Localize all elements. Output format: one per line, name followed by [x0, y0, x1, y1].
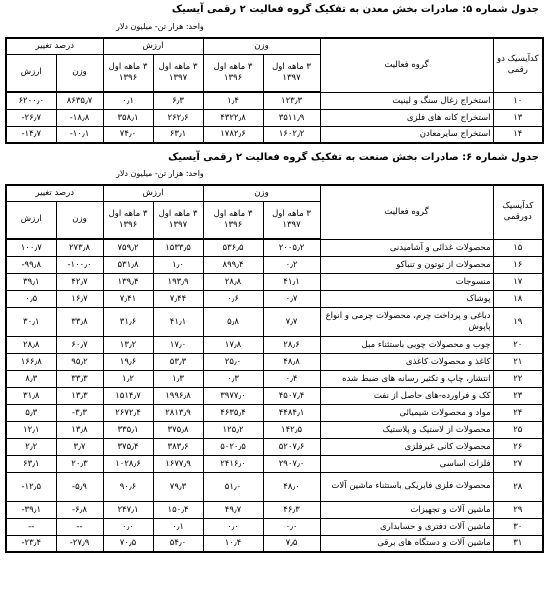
- cell-cw: ۳٫۷: [56, 438, 103, 455]
- cell-v96: ۱۹٫۶: [103, 353, 153, 370]
- table5-header-v1397: ۳ ماهه اول ۱۳۹۷: [153, 54, 203, 92]
- cell-name: مواد و محصولات شیمیائی: [320, 404, 493, 421]
- cell-v96: ۳۷۵٫۴: [103, 438, 153, 455]
- cell-name: کاغذ و محصولات کاغذی: [320, 353, 493, 370]
- table-row: [6, 455, 543, 472]
- cell-v97: ۲۶۲٫۶: [153, 109, 203, 126]
- cell-name: چوب و محصولات چوبی باستثناء مبل: [320, 336, 493, 353]
- cell-name: منسوجات: [320, 273, 493, 290]
- cell-w97: ۷٫۵: [263, 535, 320, 552]
- cell-w96: ۳۹۷۷٫۰: [203, 387, 263, 404]
- cell-cv: ۲۸٫۸: [6, 336, 56, 353]
- cell-cw: -۲۷٫۹: [56, 535, 103, 552]
- cell-v97: ۶٫۳: [153, 92, 203, 109]
- table5-header-change: درصد تغییر: [6, 38, 103, 54]
- cell-v97: ۲۸۱۳٫۹: [153, 404, 203, 421]
- cell-v96: ۳۵۸٫۱: [103, 109, 153, 126]
- cell-v97: ۱۷٫۰: [153, 336, 203, 353]
- cell-w96: ۵٫۸: [203, 307, 263, 336]
- cell-w96: ۲۸٫۸: [203, 273, 263, 290]
- cell-w96: ۲۵٫۰: [203, 353, 263, 370]
- table-row: [6, 501, 543, 518]
- cell-cw: ۱۳٫۸: [56, 421, 103, 438]
- cell-name: کک و فراورده-های حاصل از نفت: [320, 387, 493, 404]
- cell-code: ۲۲: [493, 370, 543, 387]
- cell-w97: ۷٫۷: [263, 307, 320, 336]
- cell-v97: ۱۵۰٫۴: [153, 501, 203, 518]
- cell-code: ۲۵: [493, 421, 543, 438]
- cell-w96: ۱۲۵٫۲: [203, 421, 263, 438]
- cell-cv: ۱۶۶٫۸: [6, 353, 56, 370]
- cell-code: ۲۱: [493, 353, 543, 370]
- cell-w96: ۱۰٫۴: [203, 535, 263, 552]
- cell-cw: ۳۳٫۳: [56, 370, 103, 387]
- cell-code: ۱۸: [493, 290, 543, 307]
- table5-header-value: ارزش: [103, 38, 203, 54]
- table6-header-code: کدآیسیک دورقمی: [493, 185, 543, 239]
- cell-cw: ۸۶۳۵٫۷: [56, 92, 103, 109]
- cell-name: استخراج سایرمعادن: [320, 126, 493, 143]
- table-row: [6, 92, 543, 109]
- cell-cv: -۲۶٫۷: [6, 109, 56, 126]
- cell-v96: ۱٫۲: [103, 370, 153, 387]
- cell-code: ۱۷: [493, 273, 543, 290]
- cell-cw: ۴۲٫۷: [56, 273, 103, 290]
- cell-v96: ۱۵۱۴٫۷: [103, 387, 153, 404]
- table-row: [6, 256, 543, 273]
- cell-v96: ۵۳۱٫۸: [103, 256, 153, 273]
- table-row: [6, 518, 543, 535]
- cell-v97: ۶۳٫۱: [153, 126, 203, 143]
- cell-cv: ۶۲۰۰٫۰: [6, 92, 56, 109]
- cell-cw: ۲۷۳٫۸: [56, 239, 103, 256]
- table5-header-v1396: ۳ ماهه اول ۱۳۹۶: [103, 54, 153, 92]
- cell-cv: -۱۲٫۵: [6, 472, 56, 501]
- cell-name: محصولات از توتون و تنباکو: [320, 256, 493, 273]
- cell-name: انتشار، چاپ و تکثیر رسانه های ضبط شده: [320, 370, 493, 387]
- cell-w96: ۰٫۰: [203, 518, 263, 535]
- table-row: [6, 404, 543, 421]
- table5-header-code: کدآیسیک دو رقمی: [493, 38, 543, 92]
- table5-header-group: گروه فعالیت: [320, 38, 493, 92]
- cell-w96: ۵۱٫۰: [203, 472, 263, 501]
- cell-w97: ۱۴۲٫۵: [263, 421, 320, 438]
- cell-cw: -۳٫۳: [56, 404, 103, 421]
- cell-code: ۲۳: [493, 387, 543, 404]
- cell-w97: ۱۶۰۲٫۲: [263, 126, 320, 143]
- cell-name: محصولات فلزی فابریکی باستثناء ماشین آلات: [320, 472, 493, 501]
- cell-cw: --: [56, 518, 103, 535]
- cell-cv: --: [6, 518, 56, 535]
- cell-name: پوشاک: [320, 290, 493, 307]
- cell-w97: ۵۲۰۷٫۶: [263, 438, 320, 455]
- cell-name: ماشین آلات و تجهیزات: [320, 501, 493, 518]
- table5-title: جدول شماره ۵: صادرات بخش معدن به تفکیک گروه فعالیت ۲ رقمی آیسیک: [171, 4, 539, 15]
- cell-code: ۱۰: [493, 92, 543, 109]
- cell-cv: ۲٫۲: [6, 438, 56, 455]
- cell-cw: ۲۰٫۳: [56, 455, 103, 472]
- table-row: [6, 126, 543, 143]
- table6-title: جدول شماره ۶: صادرات بخش صنعت به تفکیک گروه فعالیت ۲ رقمی آیسیک: [168, 152, 539, 163]
- cell-w97: ۰٫۰: [263, 518, 320, 535]
- cell-w96: ۴۹٫۷: [203, 501, 263, 518]
- table6-header-w1397: ۳ ماهه اول ۱۳۹۷: [263, 201, 320, 239]
- cell-name: ماشین آلات و دستگاه های برقی: [320, 535, 493, 552]
- cell-w96: ۵۰۲۰٫۵: [203, 438, 263, 455]
- cell-cw: -۱۸٫۸: [56, 109, 103, 126]
- cell-code: ۲۸: [493, 472, 543, 501]
- table6-header-ch-value: ارزش: [6, 201, 56, 239]
- cell-w96: ۴۳۲۲٫۸: [203, 109, 263, 126]
- cell-code: ۲۹: [493, 501, 543, 518]
- table-row: [6, 472, 543, 501]
- table6: [5, 184, 544, 553]
- cell-v97: ۱٫۳: [153, 370, 203, 387]
- cell-cw: -۱۰٫۱: [56, 126, 103, 143]
- cell-v96: ۲۶۷۲٫۴: [103, 404, 153, 421]
- cell-code: ۱۵: [493, 239, 543, 256]
- cell-v97: ۵۴٫۰: [153, 535, 203, 552]
- cell-v97: ۰٫۱: [153, 518, 203, 535]
- cell-w97: ۴۵۰۷٫۴: [263, 387, 320, 404]
- cell-cw: ۶۰٫۷: [56, 336, 103, 353]
- cell-cv: -۹۹٫۸: [6, 256, 56, 273]
- table6-header-v1396: ۳ ماهه اول ۱۳۹۶: [103, 201, 153, 239]
- cell-v96: ۰٫۰: [103, 518, 153, 535]
- cell-cv: ۳۰٫۱: [6, 307, 56, 336]
- cell-cv: ۸٫۳: [6, 370, 56, 387]
- table-row: [6, 336, 543, 353]
- cell-cw: -۵٫۹: [56, 472, 103, 501]
- cell-cv: ۱۲٫۱: [6, 421, 56, 438]
- cell-name: فلزات اساسی: [320, 455, 493, 472]
- cell-name: دباغی و پرداخت چرم، محصولات چرمی و انواع پاپوش: [320, 307, 493, 336]
- table6-header-ch-weight: وزن: [56, 201, 103, 239]
- cell-cw: -۱۰۰٫۰: [56, 256, 103, 273]
- table-row: [6, 109, 543, 126]
- cell-cv: ۱۰۰٫۷: [6, 239, 56, 256]
- cell-v97: ۱۹۳٫۹: [153, 273, 203, 290]
- table-row: [6, 438, 543, 455]
- cell-name: محصولات کانی غیرفلزی: [320, 438, 493, 455]
- table6-header-change: درصد تغییر: [6, 185, 103, 201]
- cell-w97: ۲۹۰۷٫۰: [263, 455, 320, 472]
- cell-v97: ۷۹٫۳: [153, 472, 203, 501]
- cell-name: محصولات از لاستیک و پلاستیک: [320, 421, 493, 438]
- cell-w96: ۱۷۸۲٫۶: [203, 126, 263, 143]
- table5-header-ch-weight: وزن: [56, 54, 103, 92]
- cell-code: ۲۷: [493, 455, 543, 472]
- cell-code: ۲۴: [493, 404, 543, 421]
- cell-w97: ۰٫۷: [263, 290, 320, 307]
- cell-cw: ۹۵٫۲: [56, 353, 103, 370]
- table5-unit: واحد: هزار تن- میلیون دلار: [116, 22, 204, 31]
- cell-cv: -۱۴٫۷: [6, 126, 56, 143]
- cell-name: محصولات غذائی و آشامیدنی: [320, 239, 493, 256]
- cell-code: ۱۹: [493, 307, 543, 336]
- cell-w96: ۱۷٫۸: [203, 336, 263, 353]
- cell-cv: ۵٫۳: [6, 404, 56, 421]
- cell-cv: -۲۳٫۴: [6, 535, 56, 552]
- table-row: [6, 239, 543, 256]
- table5-header-weight: وزن: [203, 38, 320, 54]
- cell-v96: ۱۰۲۸٫۶: [103, 455, 153, 472]
- table6-header-weight: وزن: [203, 185, 320, 201]
- cell-v97: ۱۹۹۶٫۸: [153, 387, 203, 404]
- cell-v97: ۱۶۷۷٫۹: [153, 455, 203, 472]
- cell-w96: ۰٫۶: [203, 290, 263, 307]
- table6-header-w1396: ۳ ماهه اول ۱۳۹۶: [203, 201, 263, 239]
- cell-v97: ۱۵۳۳٫۵: [153, 239, 203, 256]
- cell-w97: ۰٫۴: [263, 370, 320, 387]
- cell-cw: ۱۶٫۷: [56, 290, 103, 307]
- table-row: [6, 307, 543, 336]
- cell-w97: ۴۸٫۸: [263, 353, 320, 370]
- cell-cv: ۳۱٫۸: [6, 387, 56, 404]
- cell-code: ۱۴: [493, 126, 543, 143]
- cell-w96: ۴۶۳۵٫۴: [203, 404, 263, 421]
- table6-header-group: گروه فعالیت: [320, 185, 493, 239]
- table-row: [6, 370, 543, 387]
- cell-v96: ۱۳۹٫۴: [103, 273, 153, 290]
- table5-header-w1397: ۳ ماهه اول ۱۳۹۷: [263, 54, 320, 92]
- cell-code: ۲۶: [493, 438, 543, 455]
- cell-code: ۳۰: [493, 518, 543, 535]
- cell-v96: ۱۳٫۲: [103, 336, 153, 353]
- cell-code: ۱۳: [493, 109, 543, 126]
- cell-v96: ۷٫۴۱: [103, 290, 153, 307]
- table-row: [6, 290, 543, 307]
- table6-unit: واحد: هزار تن- میلیون دلار: [116, 169, 204, 178]
- cell-cw: -۶٫۸: [56, 501, 103, 518]
- cell-name: ماشین آلات دفتری و حسابداری: [320, 518, 493, 535]
- cell-w97: ۴۸٫۰: [263, 472, 320, 501]
- cell-w96: ۲۴۱۶٫۰: [203, 455, 263, 472]
- cell-v97: ۵۳٫۳: [153, 353, 203, 370]
- table5-header-ch-value: ارزش: [6, 54, 56, 92]
- cell-cw: ۳۳٫۸: [56, 307, 103, 336]
- table5-header-w1396: ۳ ماهه اول ۱۳۹۶: [203, 54, 263, 92]
- cell-w96: ۱٫۴: [203, 92, 263, 109]
- cell-w97: ۴۴۸۴٫۱: [263, 404, 320, 421]
- table-row: [6, 535, 543, 552]
- table-row: [6, 387, 543, 404]
- cell-w97: ۱۲۳٫۳: [263, 92, 320, 109]
- table6-header-value: ارزش: [103, 185, 203, 201]
- cell-name: استخراج زغال سنگ و لینیت: [320, 92, 493, 109]
- table5: [5, 37, 544, 144]
- table-row: [6, 273, 543, 290]
- cell-v97: ۳۸۳٫۶: [153, 438, 203, 455]
- cell-w97: ۳۵۱۱٫۹: [263, 109, 320, 126]
- cell-cv: ۰٫۵: [6, 290, 56, 307]
- table-row: [6, 421, 543, 438]
- cell-cv: ۳۹٫۱: [6, 273, 56, 290]
- cell-v97: ۱٫۰: [153, 256, 203, 273]
- cell-v96: ۹۰٫۶: [103, 472, 153, 501]
- cell-v96: ۷۵۹٫۲: [103, 239, 153, 256]
- cell-w97: ۲۰۰۵٫۲: [263, 239, 320, 256]
- cell-name: استخراج کانه های فلزی: [320, 109, 493, 126]
- cell-v96: ۰٫۱: [103, 92, 153, 109]
- cell-w97: ۴۱٫۱: [263, 273, 320, 290]
- cell-v96: ۲۴۷٫۱: [103, 501, 153, 518]
- table-row: [6, 353, 543, 370]
- cell-code: ۲۰: [493, 336, 543, 353]
- cell-v97: ۴۱٫۱: [153, 307, 203, 336]
- cell-v96: ۳۱٫۶: [103, 307, 153, 336]
- cell-cv: -۳۹٫۱: [6, 501, 56, 518]
- cell-w96: ۵۳۶٫۵: [203, 239, 263, 256]
- cell-w96: ۰٫۳: [203, 370, 263, 387]
- cell-cw: ۱۳٫۳: [56, 387, 103, 404]
- cell-v97: ۳۷۵٫۸: [153, 421, 203, 438]
- cell-v96: ۷۰٫۵: [103, 535, 153, 552]
- cell-cv: ۶۳٫۱: [6, 455, 56, 472]
- cell-w97: ۴۶٫۳: [263, 501, 320, 518]
- cell-code: ۳۱: [493, 535, 543, 552]
- cell-v96: ۷۴٫۰: [103, 126, 153, 143]
- cell-v96: ۳۳۵٫۱: [103, 421, 153, 438]
- cell-w97: ۲۸٫۶: [263, 336, 320, 353]
- cell-w97: ۰٫۲: [263, 256, 320, 273]
- cell-v97: ۷٫۴۴: [153, 290, 203, 307]
- table6-header-v1397: ۳ ماهه اول ۱۳۹۷: [153, 201, 203, 239]
- cell-w96: ۸۹۹٫۴: [203, 256, 263, 273]
- cell-code: ۱۶: [493, 256, 543, 273]
